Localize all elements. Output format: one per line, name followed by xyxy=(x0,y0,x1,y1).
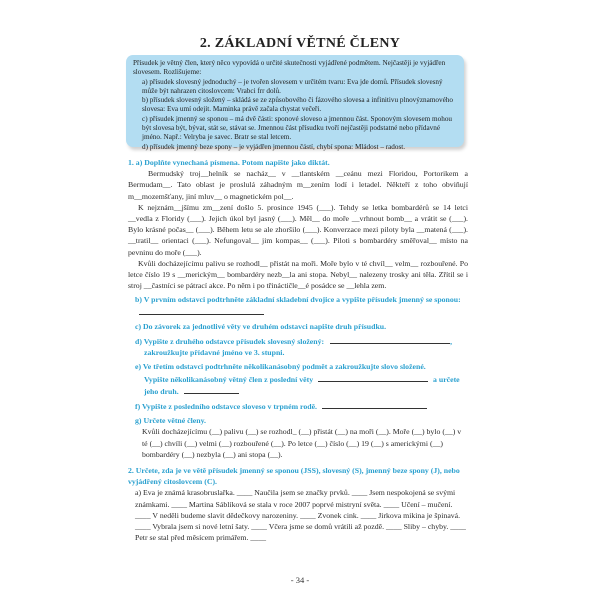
exercise-2-task: 2. Určete, zda je ve větě přísudek jmenný se sponou (JSS), slovesný (S), jmenný beze spony (J), nebo vyjádřený citoslovcem (C). xyxy=(128,466,460,487)
answer-line-1b[interactable] xyxy=(139,306,264,315)
exercise-1b-task xyxy=(128,294,468,317)
exercise-1c-task: c) Do závorek za jednotlivé věty ve druhém odstavci napište druh přísudku. xyxy=(135,321,387,331)
info-item-a: a) přísudek slovesný jednoduchý – je tvořen slovesem v určitém tvaru: Eva jde domů. Přísudek slovesný může být nahrazen citoslovcem: Vrabci frr dolů. xyxy=(142,77,443,95)
grammar-info-box xyxy=(126,55,464,151)
page-number: - 34 - xyxy=(290,575,310,585)
exercise-1d-text-2: zakroužkujte přídavné jméno ve 3. stupni. xyxy=(144,348,285,358)
answer-line-1e[interactable] xyxy=(318,373,428,382)
exercise-1e-task xyxy=(128,361,468,397)
exercise-1e-text: e) Ve třetím odstavci podtrhněte několikanásobný podmět a zakroužkujte slovo složené. xyxy=(135,362,426,372)
exercise-1g-text: Kvůli docházejícímu (__) palivu (__) se rozhodl_ (__) přistát (__) na moři (__). Moře (__) bylo (__) v té (__) chvíli (__) velmi (__) rozbouřené (__). Po letce (__) číslo (__) 19 (__) s americkými (__) bombardéry (__) nezbyla (__) ani stopa (__). xyxy=(142,427,462,459)
answer-line-1d[interactable] xyxy=(330,335,450,344)
exercise-1e-text-4: jeho druh. xyxy=(144,386,179,396)
exercise-1-paragraph-2: K nejznám__jšímu zm__zení došlo 5. prosince 1945 (___). Tehdy se letka bombardérů se 14 letci __vedla z Floridy (___). Jejich úkol byl jasný (___). Měl__ do moře __vrhnout bomb__ a vrátit se (___). Bylo krásné počas__ (___). Během letu se ale zhoršilo (___). Konverzace mezi piloty byla __matená (___). __tratil__ orientaci (___). Nefungoval__ jim kompas__ (___). Piloti s bombardéry směřoval__ místo na pevninu do moře (___). xyxy=(128,202,468,257)
exercise-1-paragraph-3: Kvůli docházejícímu palivu se rozhodl__ přistát na moři. Moře bylo v té chvíl__ velm__ rozbouřené. Po letce číslo 19 s __merickým__ bombardéry nezb__la ani stopa. Nebyl__ nalezeny trosky ani těla. Zřítil se i stroj __častníci se pátrací akce. Po něm i po třináctičle__é posádce se __lehla zem. xyxy=(128,258,468,291)
exercise-1b-text: b) V prvním odstavci podtrhněte základní skladební dvojice a vypište přísudek jmenný se sponou: xyxy=(135,295,461,305)
exercise-1f-text: f) Vypište z posledního odstavce sloveso v trpném rodě. xyxy=(135,402,318,412)
exercise-1d-task: d) Vypište z druhého odstavce přísudek slovesný složený: , zakroužkujte přídavné jméno ve 3. stupni. xyxy=(128,335,468,358)
exercises xyxy=(128,157,468,544)
exercise-1g-task: g) Určete větné členy. xyxy=(135,416,207,426)
exercise-2-text: a) Eva je známá krasobruslařka. ____ Naučila jsem se značky prvků. ____ Jsem nespokojená se svými známkami. ____ Martina Sáblíková se stala v roce 2007 poprvé mistryní světa. ____ Učení – mučení. ____ V neděli budeme slavit dědečkovy narozeniny. ____ Zvonek cink. ____ Jirkova mikina je špinavá. ____ Vybrala jsem si nové letní šaty. ____ Včera jsme se domů vrátili až pozdě. ____ Sliby – chyby. ____ Petr se stal před měsícem primářem. ____ xyxy=(135,488,466,543)
exercise-1e-text-2: Vypište několikanásobný větný člen z poslední věty xyxy=(144,374,314,384)
exercise-1d-text: d) Vypište z druhého odstavce přísudek slovesný složený: xyxy=(135,337,325,347)
page-title: 2. ZÁKLADNÍ VĚTNÉ ČLENY xyxy=(199,36,401,51)
exercise-1-paragraph-1: Bermudský troj__helník se nacház__ v __tlantském __ceánu mezi Floridou, Portorikem a Bermudam__. Tato oblast je proslulá záhadným m__zením lodí i letadel. Někteří z toho obviňují m__mozemšťany, jiní mluv__ o magnetickém pol__. xyxy=(128,169,468,201)
info-item-b: b) přísudek slovesný složený – skládá se ze způsobového či fázového slovesa a infinitivu plnovýznamového slovesa: Eva umí odejít. Maminka právě začala chystat večeři. xyxy=(142,96,453,114)
info-intro: Přísudek je větný člen, který něco vypovídá o určité skutečnosti vyjádřené podmětem. Nejčastěji je vyjádřen slovesem. Rozlišujeme: xyxy=(133,59,446,77)
answer-line-1e-type[interactable] xyxy=(184,385,239,394)
exercise-1f-task xyxy=(128,400,468,412)
info-item-c: c) přísudek jmenný se sponou – má dvě části: sponové sloveso a jmennou část. Sponovým slovesem mohou být slovesa být, bývat, stát se, stávat se. Jmennou část přísudku tvoří nejčastěji podstatné nebo přídavné jméno. Např.: Velryba je savec. Bratr se stal letcem. xyxy=(142,114,453,142)
info-item-d: d) přísudek jmenný beze spony – je vyjádřen jmennou částí, chybí spona: Mládost – radost. xyxy=(142,142,406,151)
answer-line-1f[interactable] xyxy=(322,400,427,409)
exercise-1e-text-3: a určete xyxy=(433,374,460,384)
exercise-1a-task: 1. a) Doplňte vynechaná písmena. Potom napište jako diktát. xyxy=(128,158,330,167)
